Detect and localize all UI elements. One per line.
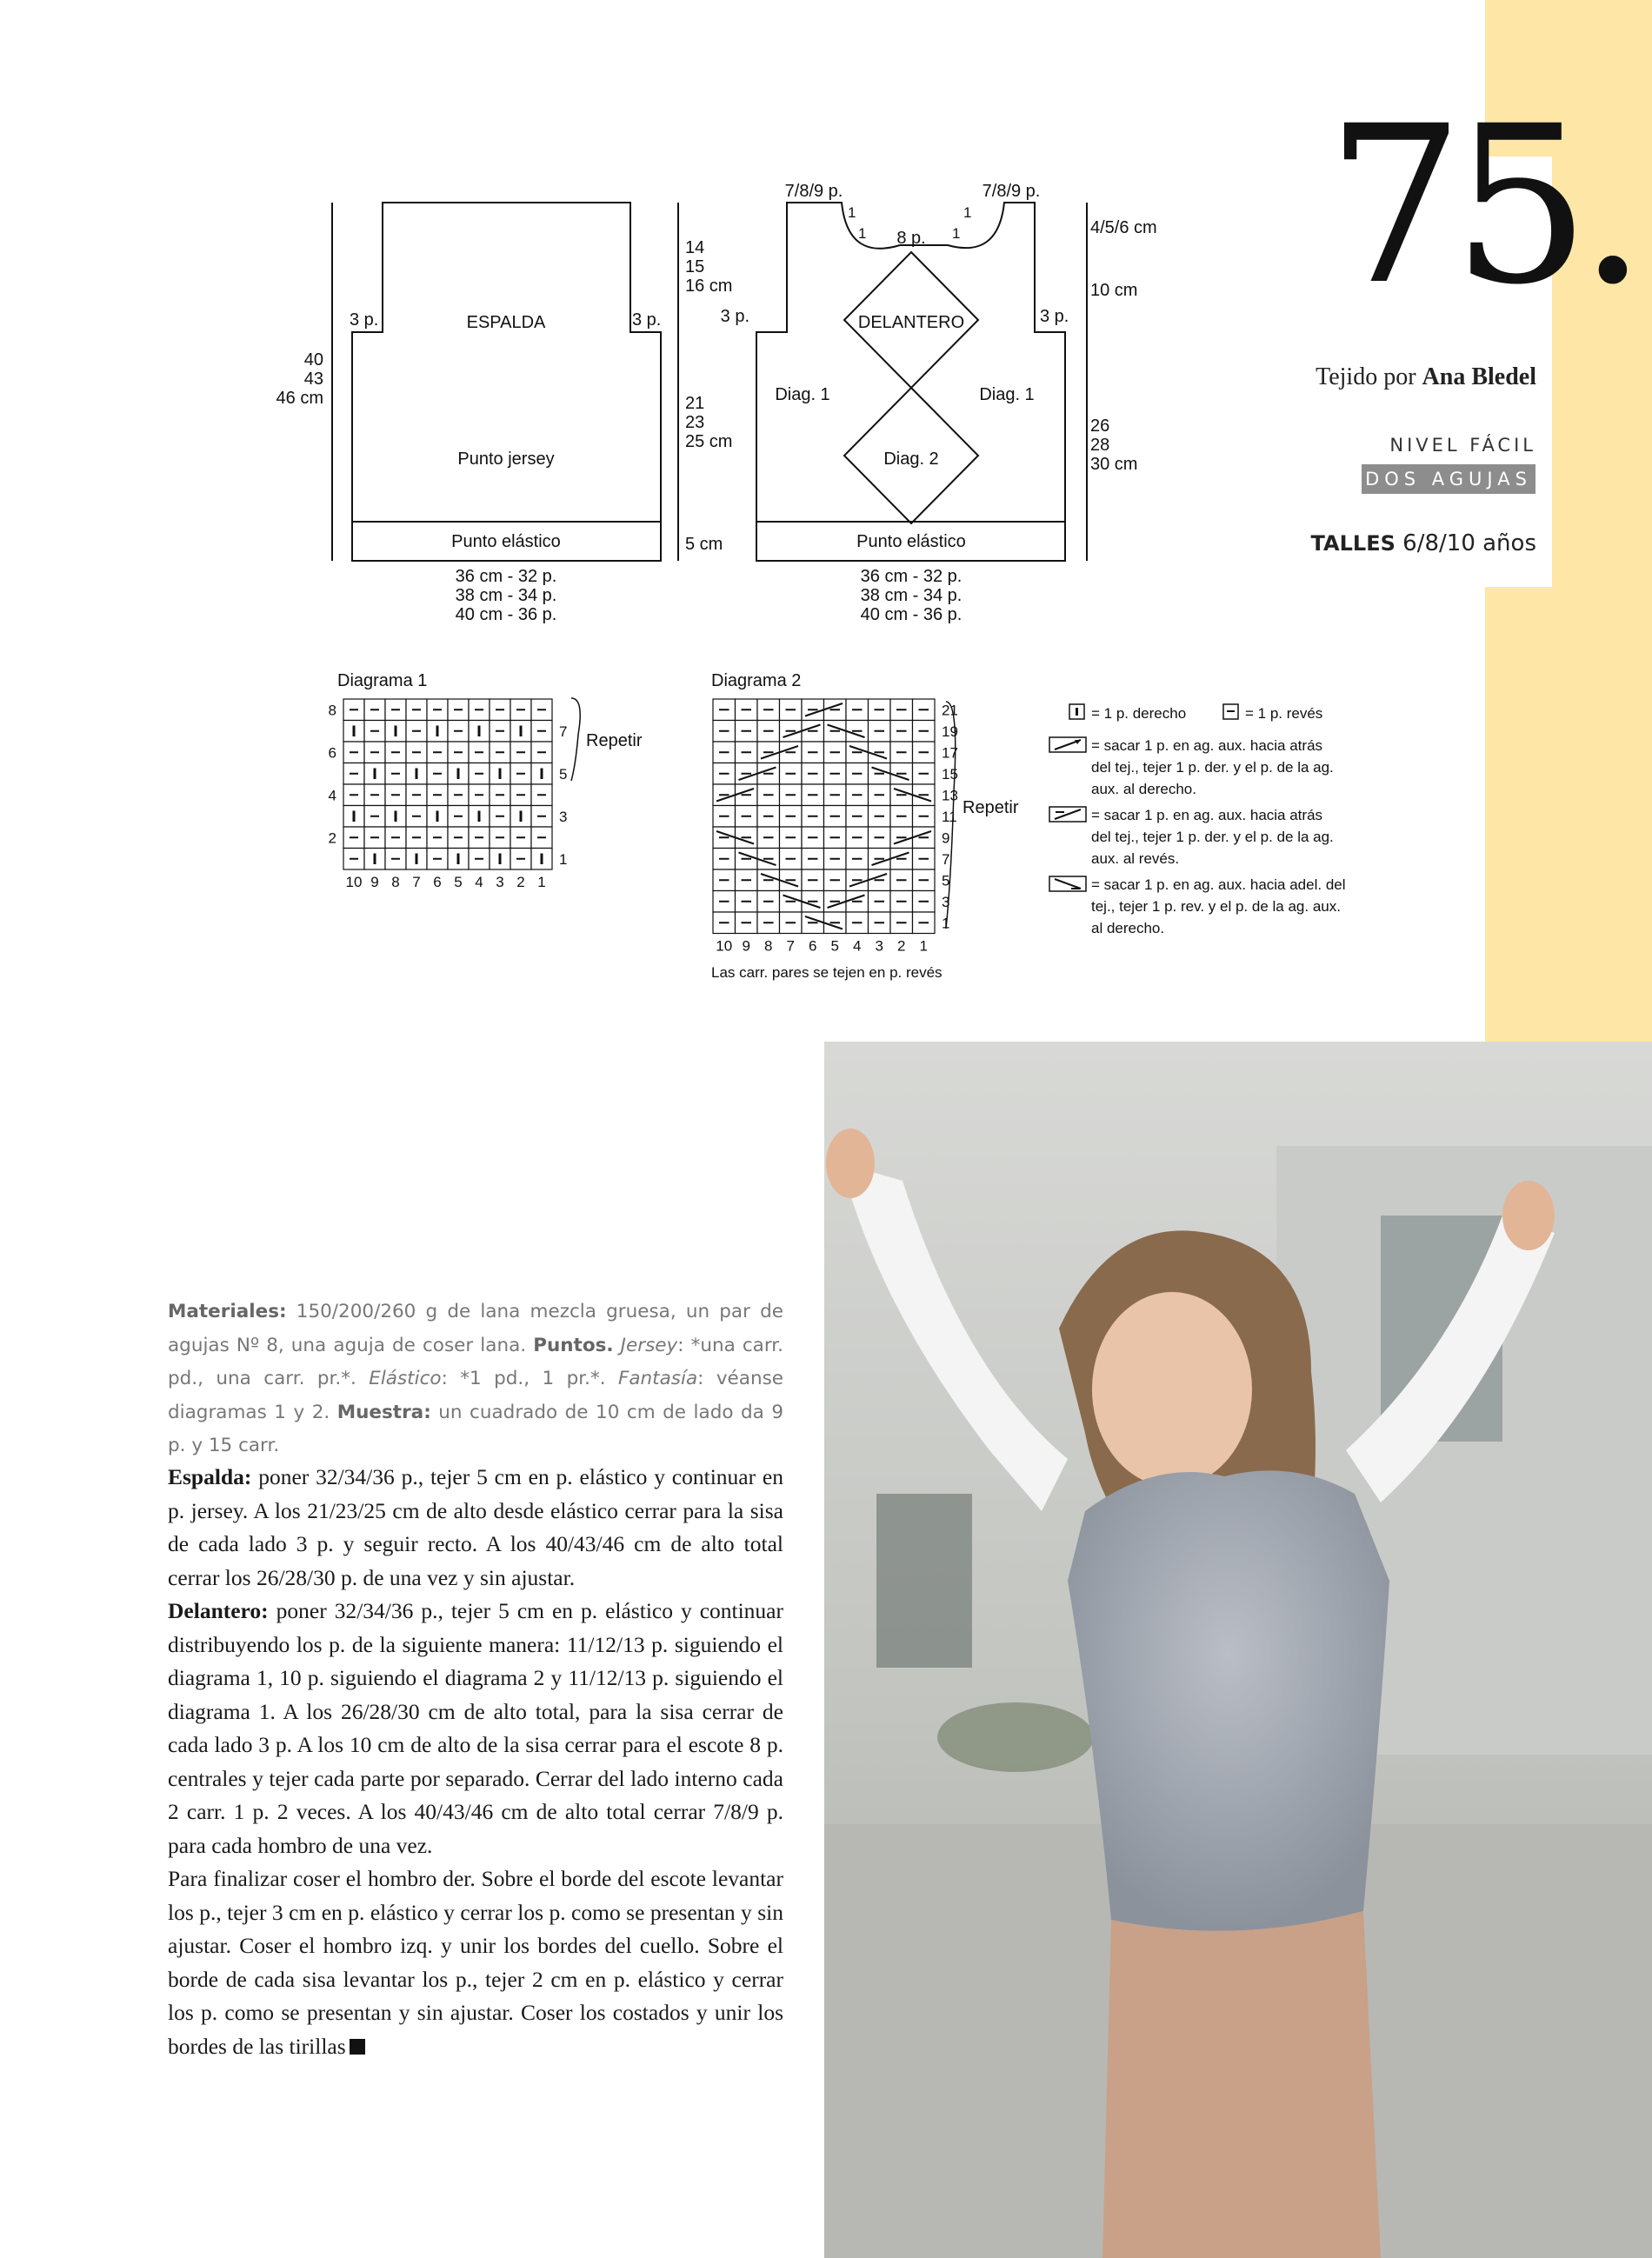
diagram-2-row-label: 1 xyxy=(942,915,950,932)
instructions xyxy=(168,1461,783,2063)
legend-purl: = 1 p. revés xyxy=(1245,705,1323,722)
front-neck-dec-1: 1 xyxy=(848,204,856,221)
diagram-2-col-label: 9 xyxy=(742,937,750,955)
knit-mark xyxy=(499,769,502,780)
front-neck-dec-3: 1 xyxy=(952,225,961,242)
knit-mark xyxy=(374,854,376,865)
knit-mark xyxy=(520,811,523,823)
back-body-h-3: 25 cm xyxy=(685,432,733,451)
diagram-2-row-label: 13 xyxy=(942,787,958,804)
diagram-1-row-label: 2 xyxy=(328,829,336,847)
legend-cable2-2: del tej., tejer 1 p. der. y el p. de la ag. xyxy=(1091,829,1334,845)
front-text: poner 32/34/36 p., tejer 5 cm en p. elástico y continuar distribuyendo los p. de la siguiente manera: 11/12/13 p. siguiendo el diagrama 1, 10 p. siguiendo el diagrama 2 y 11/12/13 p. siguiendo el diagrama 1. A los 26/28/30 cm de alto total, para la sisa cerrar de cada lado 3 p. A los 10 cm de alto de la sisa cerrar para el escote 8 p. centrales y tejer cada parte por separado. Cerrar del lado interno cada 2 carr. 1 p. 2 veces. A los 40/43/46 cm de alto total cerrar 7/8/9 p. para cada hombro de una vez. xyxy=(168,1598,783,1858)
finish-text: Para finalizar coser el hombro der. Sobre el borde del escote levantar los p., tejer 3 cm en p. elástico y cerrar los p. como se presentan y sin ajustar. Coser el hombro izq. y unir los bordes del cuello. Sobre el borde de cada sisa levantar los p., tejer 2 cm en p. elástico y cerrar los p. como se presentan y sin ajustar. Coser los costados y unir los bordes de las tirillas xyxy=(168,1866,783,2059)
diagram-1-row-label: 1 xyxy=(559,850,568,868)
sample-label: Muestra: xyxy=(336,1401,431,1423)
diagram-1-col-label: 6 xyxy=(433,874,442,890)
schematics xyxy=(0,0,1652,1042)
credit-prefix: Tejido por xyxy=(1316,363,1416,390)
back-stitch-rib: Punto elástico xyxy=(451,532,561,551)
diagram-1-col-label: 4 xyxy=(475,874,483,890)
front-diag-center: Diag. 2 xyxy=(883,450,939,469)
diagram-1-title: Diagrama 1 xyxy=(337,671,428,690)
legend-knit: = 1 p. derecho xyxy=(1091,705,1187,722)
back-armhole-h-1: 14 xyxy=(685,238,705,257)
fantasy-text: : véanse diagramas 1 y 2. xyxy=(168,1368,784,1423)
end-mark-icon xyxy=(350,2039,365,2055)
back-height-3: 46 cm xyxy=(276,389,323,408)
diagram-2-row-label: 19 xyxy=(942,723,958,740)
front-body-h-1: 26 xyxy=(1090,416,1110,436)
back-body-h-2: 23 xyxy=(685,413,705,432)
back-text: poner 32/34/36 p., tejer 5 cm en p. elástico y continuar en p. jersey. A los 21/23/25 cm de alto desde elástico cerrar para la sisa de cada lado 3 p. y seguir recto. A los 40/43/46 cm de alto total cerrar los 26/28/30 p. de una vez y sin ajustar. xyxy=(168,1464,783,1590)
legend-cable2-1: = sacar 1 p. en ag. aux. hacia atrás xyxy=(1091,807,1323,823)
front-armhole-right: 3 p. xyxy=(1040,307,1069,326)
back-width-3: 40 cm - 36 p. xyxy=(455,605,557,624)
materials-text: 150/200/260 g de lana mezcla gruesa, un par de agujas Nº 8, una aguja de coser lana. xyxy=(168,1301,783,1356)
front-width-1: 36 cm - 32 p. xyxy=(860,567,963,586)
back-armhole-h-3: 16 cm xyxy=(685,276,733,296)
knit-mark xyxy=(374,769,376,780)
pattern-number: 75. xyxy=(1326,79,1635,332)
knit-mark xyxy=(478,811,481,823)
jersey-text: : *una carr. pd., una carr. pr.*. xyxy=(168,1334,783,1389)
fantasy-label: Fantasía xyxy=(618,1368,698,1389)
diagram-2-note: Las carr. pares se tejen en p. revés xyxy=(711,964,943,981)
diagram-2-col-label: 1 xyxy=(919,937,928,955)
diagram-2-row-label: 5 xyxy=(942,872,950,889)
diagram-2-repeat: Repetir xyxy=(963,798,1019,817)
diagram-2 xyxy=(711,671,1019,981)
diagram-2-col-label: 7 xyxy=(786,937,795,955)
front-diag-right: Diag. 1 xyxy=(979,385,1035,404)
front-armhole-h: 10 cm xyxy=(1090,281,1138,300)
diagram-1-col-label: 10 xyxy=(345,874,363,890)
diagram-1-col-label: 8 xyxy=(391,874,400,890)
back-height-1: 40 xyxy=(303,350,323,370)
diagram-1-row-label: 5 xyxy=(559,765,568,783)
knit-mark xyxy=(541,769,543,780)
knit-mark xyxy=(541,854,543,865)
diagram-2-row-label: 17 xyxy=(942,744,958,762)
diagram-2-col-label: 5 xyxy=(830,937,839,955)
diagram-1-row-label: 8 xyxy=(328,702,336,719)
front-stitch-rib: Punto elástico xyxy=(856,532,966,551)
materials-label: Materiales: xyxy=(168,1301,287,1322)
diagram-1-row-label: 7 xyxy=(559,723,568,740)
diagram-2-col-label: 2 xyxy=(897,937,906,955)
diagram-1-repeat: Repetir xyxy=(586,731,643,750)
finish-instructions xyxy=(168,1862,783,2063)
diagram-1 xyxy=(329,671,643,890)
back-stitch-main: Punto jersey xyxy=(457,450,555,469)
diagram-2-row-label: 15 xyxy=(942,765,958,783)
legend-cable3-3: al derecho. xyxy=(1091,920,1165,936)
front-width-3: 40 cm - 36 p. xyxy=(860,605,963,624)
back-armhole-left: 3 p. xyxy=(350,310,379,330)
knit-mark xyxy=(353,726,356,737)
legend-cable1-2: del tej., tejer 1 p. der. y el p. de la ag. xyxy=(1091,759,1334,776)
elastic-text: : *1 pd., 1 pr.*. xyxy=(441,1368,619,1389)
front-diag-left: Diag. 1 xyxy=(775,385,830,404)
knit-mark xyxy=(520,726,523,737)
diagram-1-col-label: 7 xyxy=(412,874,421,890)
back-rib-h: 5 cm xyxy=(685,535,723,554)
diagram-2-row-label: 21 xyxy=(942,702,958,719)
front-shoulder-right: 7/8/9 p. xyxy=(982,182,1041,201)
diagram-2-row-label: 3 xyxy=(942,893,950,910)
diagram-1-row-label: 3 xyxy=(559,808,568,825)
knit-mark xyxy=(353,811,356,823)
back-width-2: 38 cm - 34 p. xyxy=(455,586,557,605)
back-label: Espalda: xyxy=(168,1464,252,1489)
diagram-2-col-label: 10 xyxy=(716,937,733,955)
back-title: ESPALDA xyxy=(466,313,546,332)
front-title: DELANTERO xyxy=(857,313,965,332)
knit-mark xyxy=(416,854,418,865)
points-label: Puntos. xyxy=(533,1334,614,1356)
diagram-2-row-label: 7 xyxy=(942,850,950,868)
knit-mark xyxy=(457,854,460,865)
photo-illustration xyxy=(824,1042,1652,2258)
knit-mark xyxy=(436,811,439,823)
knit-mark xyxy=(436,726,439,737)
front-width-2: 38 cm - 34 p. xyxy=(860,586,963,605)
diagram-1-col-label: 1 xyxy=(537,874,546,890)
diagram-2-title: Diagrama 2 xyxy=(711,671,802,690)
sample-text: un cuadrado de 10 cm de lado da 9 p. y 15 carr. xyxy=(168,1401,784,1456)
diagram-2-row-label: 9 xyxy=(942,829,950,847)
back-width-1: 36 cm - 32 p. xyxy=(455,567,557,586)
diagram-1-col-label: 3 xyxy=(496,874,504,890)
front-instructions xyxy=(168,1595,783,1862)
diagram-2-col-label: 8 xyxy=(764,937,773,955)
jersey-label: Jersey xyxy=(620,1334,678,1356)
knit-mark xyxy=(416,769,418,780)
knit-mark xyxy=(395,811,397,823)
diagram-1-col-label: 5 xyxy=(454,874,463,890)
back-height-2: 43 xyxy=(303,370,323,389)
legend xyxy=(1049,704,1346,936)
legend-cable1-3: aux. al derecho. xyxy=(1091,781,1196,797)
front-armhole-left: 3 p. xyxy=(720,307,749,326)
diagram-2-col-label: 6 xyxy=(809,937,817,955)
sizes-value: 6/8/10 años xyxy=(1402,530,1536,556)
model-photo xyxy=(824,1042,1652,2258)
front-label: Delantero: xyxy=(168,1598,269,1623)
front-body-h-3: 30 cm xyxy=(1090,455,1138,474)
sizes-label: TALLES xyxy=(1310,531,1396,556)
back-body-h-1: 21 xyxy=(685,394,705,413)
materials-block xyxy=(168,1296,783,1463)
diagram-2-col-label: 4 xyxy=(853,937,862,955)
back-instructions xyxy=(168,1461,783,1595)
front-body-h-2: 28 xyxy=(1090,436,1110,455)
front-neck-h: 4/5/6 cm xyxy=(1090,218,1157,237)
diagram-1-col-label: 2 xyxy=(516,874,525,890)
knit-mark xyxy=(499,854,502,865)
diagram-2-row-label: 11 xyxy=(942,808,957,825)
diagram-1-row-label: 4 xyxy=(328,787,336,804)
front-shoulder-left: 7/8/9 p. xyxy=(784,182,843,201)
diagram-1-row-label: 6 xyxy=(328,744,336,762)
legend-cable2-3: aux. al revés. xyxy=(1091,850,1180,867)
front-outline xyxy=(756,203,1065,561)
back-armhole-h-2: 15 xyxy=(685,257,705,276)
legend-cable1-1: = sacar 1 p. en ag. aux. hacia atrás xyxy=(1091,737,1323,754)
knit-mark xyxy=(478,726,481,737)
legend-cable3-1: = sacar 1 p. en ag. aux. hacia adel. del xyxy=(1091,876,1346,893)
diagram-2-col-label: 3 xyxy=(875,937,883,955)
credit-author: Ana Bledel xyxy=(1422,363,1536,390)
elastic-label: Elástico xyxy=(369,1368,442,1389)
front-neck-center: 8 p. xyxy=(896,229,926,248)
back-outline xyxy=(352,203,661,561)
technique-badge: DOS AGUJAS xyxy=(1362,464,1535,494)
front-neck-dec-2: 1 xyxy=(858,225,867,242)
knit-mark xyxy=(395,726,397,737)
diagram-1-col-label: 9 xyxy=(370,874,379,890)
difficulty-level: NIVEL FÁCIL xyxy=(1389,435,1536,456)
front-neck-dec-4: 1 xyxy=(963,204,972,221)
legend-cable3-2: tej., tejer 1 p. rev. y el p. de la ag. aux. xyxy=(1091,898,1341,915)
back-armhole-right: 3 p. xyxy=(632,310,662,330)
knit-mark xyxy=(457,769,460,780)
